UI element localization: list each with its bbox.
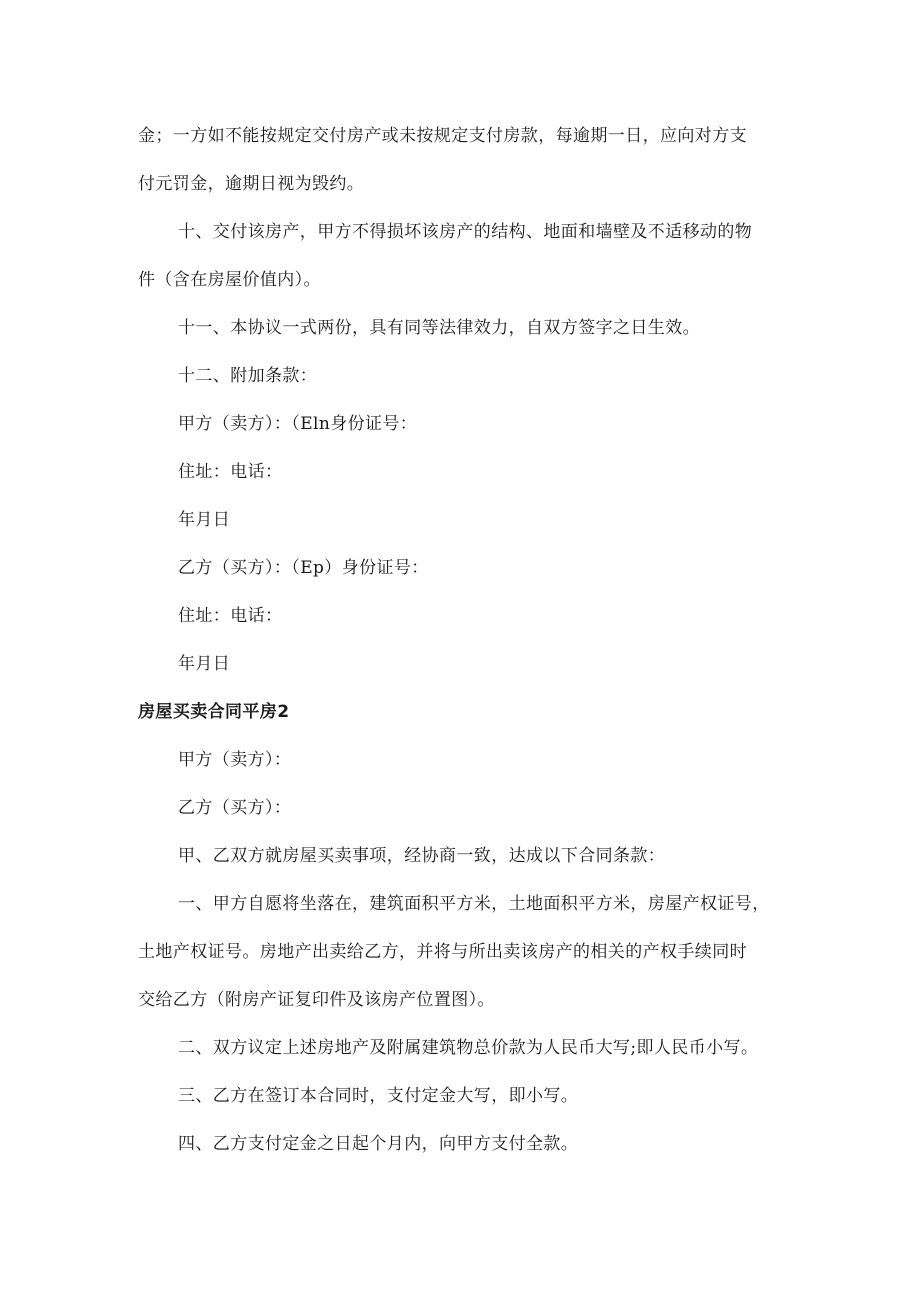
paragraph-line: 乙方（买方）： [178,798,292,818]
paragraph-line: 年月日 [178,654,231,674]
paragraph-line: 甲方（卖方）：（Eln身份证号： [178,414,418,434]
paragraph-line: 甲、乙双方就房屋买卖事项，经协商一致，达成以下合同条款： [178,846,666,866]
paragraph-line: 十一、本协议一式两份，具有同等法律效力，自双方签字之日生效。 [178,318,700,338]
paragraph-line: 住址：电话： [178,606,283,626]
paragraph-line: 甲方（卖方）： [178,750,292,770]
paragraph-line: 四、乙方支付定金之日起个月内，向甲方支付全款。 [178,1134,579,1154]
paragraph-line: 交给乙方（附房产证复印件及该房产位置图）。 [138,990,495,1010]
paragraph-line: 一、甲方自愿将坐落在，建筑面积平方米，土地面积平方米，房屋产权证号， [178,894,770,914]
paragraph-line: 付元罚金，逾期日视为毁约。 [138,174,365,194]
paragraph-line: 土地产权证号。房地产出卖给乙方，并将与所出卖该房产的相关的产权手续同时 [138,942,747,962]
paragraph-line: 三、乙方在签订本合同时，支付定金大写，即小写。 [178,1086,579,1106]
section-title: 房屋买卖合同平房2 [138,702,290,722]
paragraph-line: 十、交付该房产，甲方不得损坏该房产的结构、地面和墙壁及不适移动的物 [178,222,753,242]
paragraph-line: 住址：电话： [178,462,283,482]
paragraph-line: 件（含在房屋价值内）。 [138,270,321,290]
paragraph-line: 乙方（买方）：（Ep）身份证号： [178,558,429,578]
paragraph-line: 年月日 [178,510,231,530]
paragraph-line: 十二、附加条款： [178,366,318,386]
paragraph-line: 二、双方议定上述房地产及附属建筑物总价款为人民币大写;即人民币小写。 [178,1038,759,1058]
paragraph-line: 金；一方如不能按规定交付房产或未按规定支付房款，每逾期一日，应向对方支 [138,126,747,146]
